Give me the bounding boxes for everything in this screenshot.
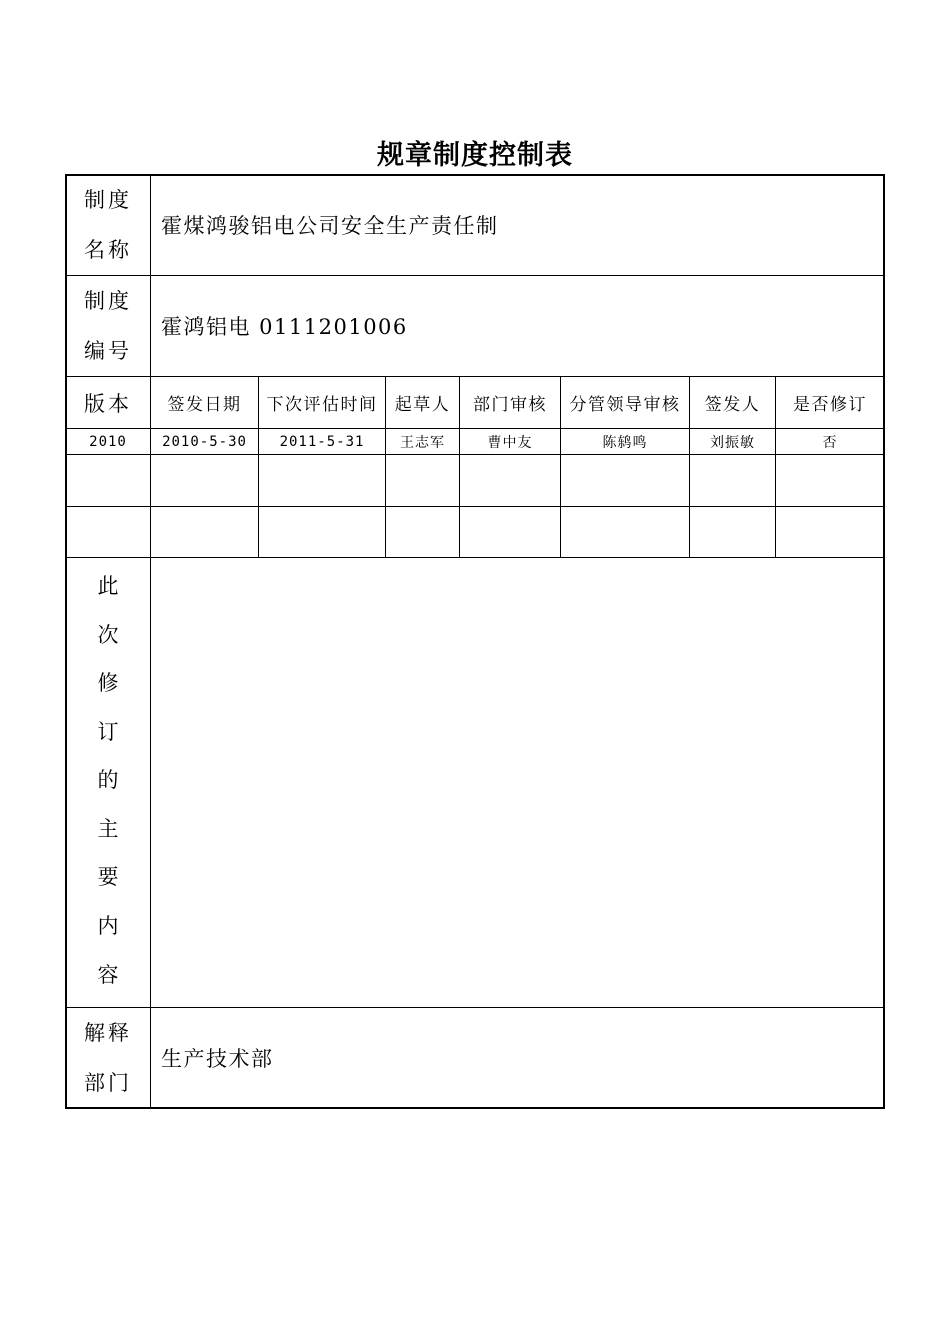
header-dept-review: 部门审核	[459, 376, 561, 429]
policy-name-label	[65, 174, 151, 276]
row3-version	[65, 506, 151, 558]
row3-drafter	[385, 506, 460, 558]
revision-label-char: 修	[97, 671, 119, 696]
row3-issuer	[689, 506, 776, 558]
policy-name-label-line2: 名称	[84, 238, 132, 262]
row2-next-review	[258, 454, 386, 507]
revision-content-value	[150, 557, 885, 1008]
row3-dept-review	[459, 506, 561, 558]
header-drafter: 起草人	[385, 376, 460, 429]
control-table	[65, 174, 885, 1109]
policy-number-label-line1: 制度	[84, 289, 132, 313]
header-leader-review: 分管领导审核	[560, 376, 690, 429]
row1-issue-date: 2010-5-30	[150, 428, 259, 455]
page-title: 规章制度控制表	[377, 140, 573, 171]
dept-label-line2: 部门	[84, 1071, 132, 1095]
header-revised: 是否修订	[775, 376, 885, 429]
policy-name-value: 霍煤鸿骏铝电公司安全生产责任制	[150, 174, 885, 276]
policy-name-label-line1: 制度	[84, 188, 132, 212]
header-issue-date: 签发日期	[150, 376, 259, 429]
dept-value: 生产技术部	[150, 1007, 885, 1109]
policy-number-value: 霍鸿铝电 0111201006	[150, 275, 885, 377]
row1-issuer: 刘振敏	[689, 428, 776, 455]
revision-content-label	[65, 557, 151, 1008]
dept-label	[65, 1007, 151, 1109]
row1-dept-review: 曹中友	[459, 428, 561, 455]
row2-drafter	[385, 454, 460, 507]
header-issuer: 签发人	[689, 376, 776, 429]
row2-leader-review	[560, 454, 690, 507]
row3-leader-review	[560, 506, 690, 558]
row1-drafter: 王志军	[385, 428, 460, 455]
revision-label-char: 要	[97, 865, 119, 890]
policy-number-label	[65, 275, 151, 377]
row3-issue-date	[150, 506, 259, 558]
row3-next-review	[258, 506, 386, 558]
row1-next-review: 2011-5-31	[258, 428, 386, 455]
row2-issue-date	[150, 454, 259, 507]
revision-label-char: 订	[97, 719, 119, 744]
row2-dept-review	[459, 454, 561, 507]
row3-revised	[775, 506, 885, 558]
header-version: 版本	[65, 376, 151, 429]
dept-label-line1: 解释	[84, 1021, 132, 1045]
row2-issuer	[689, 454, 776, 507]
revision-label-char: 此	[97, 574, 119, 598]
revision-label-char: 主	[97, 816, 119, 841]
row1-revised: 否	[775, 428, 885, 455]
row2-version	[65, 454, 151, 507]
revision-label-char: 的	[97, 768, 119, 793]
revision-label-char: 内	[97, 913, 119, 938]
policy-number-label-line2: 编号	[84, 339, 132, 363]
header-next-review: 下次评估时间	[258, 376, 386, 429]
row2-revised	[775, 454, 885, 507]
revision-label-char: 容	[97, 962, 119, 987]
row1-version: 2010	[65, 428, 151, 455]
row1-leader-review: 陈鸫鸣	[560, 428, 690, 455]
revision-label-char: 次	[97, 622, 119, 647]
